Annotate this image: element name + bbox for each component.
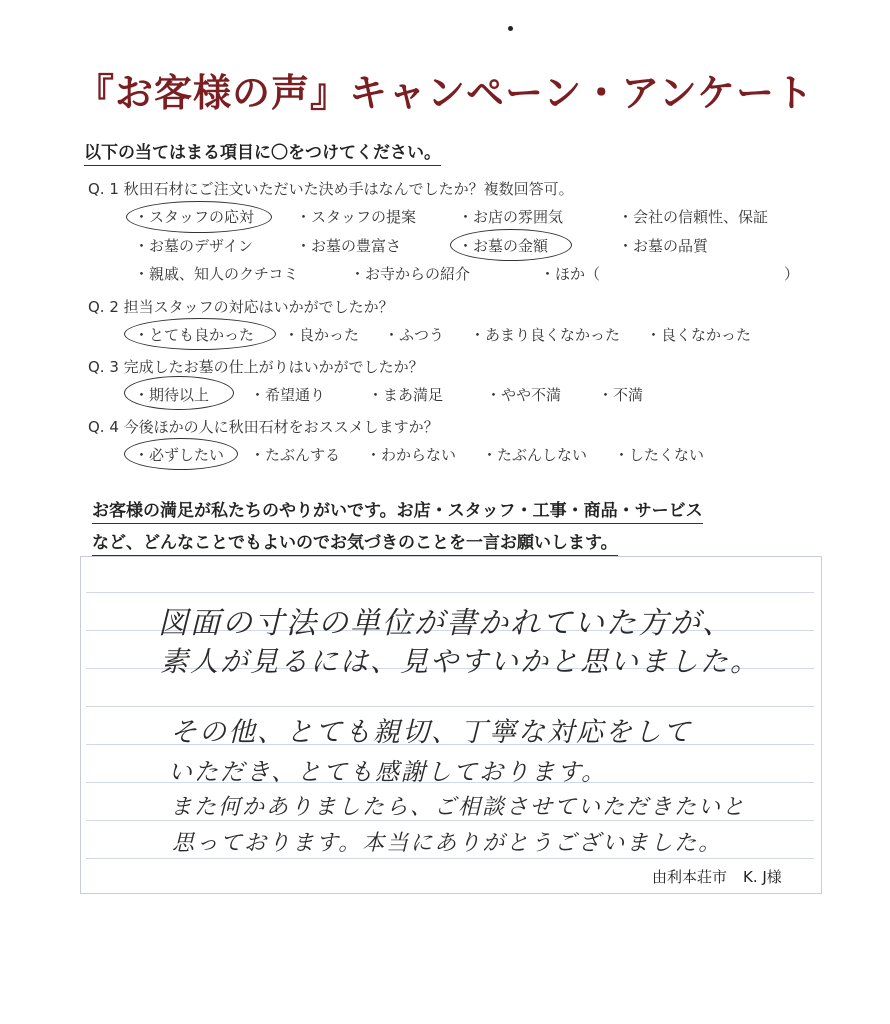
instruction: 以下の当てはまる項目に〇をつけてください。 bbox=[84, 138, 441, 166]
q1-option-grave-variety[interactable]: ・お墓の豊富さ bbox=[296, 237, 402, 255]
q1-option-temple-referral[interactable]: ・お寺からの紹介 bbox=[350, 265, 471, 283]
q2-option-very-good[interactable]: ・とても良かった bbox=[134, 326, 255, 344]
q1-option-grave-price[interactable]: ・お墓の金額 bbox=[458, 237, 549, 255]
ink-speck bbox=[508, 26, 513, 31]
q4-option-dont-know[interactable]: ・わからない bbox=[366, 446, 457, 464]
q1-option-word-of-mouth[interactable]: ・親戚、知人のクチコミ bbox=[134, 265, 299, 283]
page-title: 『お客様の声』キャンペーン・アンケート bbox=[76, 71, 814, 115]
q1-option-store-atmosphere[interactable]: ・お店の雰囲気 bbox=[458, 208, 564, 226]
q2-option-average[interactable]: ・ふつう bbox=[384, 326, 445, 344]
ruled-line bbox=[86, 858, 814, 859]
signature-city: 由利本荘市 bbox=[652, 868, 728, 886]
q4-option-probably[interactable]: ・たぶんする bbox=[250, 446, 341, 464]
q1-option-staff-reception[interactable]: ・スタッフの応対 bbox=[134, 208, 255, 226]
handwritten-line-4: いただき、とても感謝しております。 bbox=[168, 758, 608, 786]
q1-option-grave-design[interactable]: ・お墓のデザイン bbox=[134, 237, 253, 255]
message-line-1: お客様の満足が私たちのやりがいです。お店・スタッフ・工事・商品・サービス bbox=[92, 496, 703, 524]
q1-option-grave-quality[interactable]: ・お墓の品質 bbox=[618, 237, 709, 255]
q3-option-dissatisfied[interactable]: ・不満 bbox=[598, 386, 644, 404]
signature bbox=[652, 866, 782, 887]
question-1-label: Q. 1 秋田石材にご注文いただいた決め手はなんでしたか？複数回答可。 bbox=[88, 180, 574, 198]
q2-option-not-very-good[interactable]: ・あまり良くなかった bbox=[470, 326, 621, 344]
q2-option-not-good[interactable]: ・良くなかった bbox=[646, 326, 752, 344]
question-4-label: Q. 4 今後ほかの人に秋田石材をおススメしますか？ bbox=[88, 418, 439, 436]
q4-option-would-not[interactable]: ・したくない bbox=[614, 446, 705, 464]
question-3-label: Q. 3 完成したお墓の仕上がりはいかがでしたか？ bbox=[88, 358, 424, 376]
handwritten-line-5: また何かありましたら、ご相談させていただきたいと bbox=[170, 795, 747, 820]
handwritten-line-2: 素人が見るには、見やすいかと思いました。 bbox=[160, 645, 761, 678]
q4-option-definitely[interactable]: ・必ずしたい bbox=[134, 446, 225, 464]
handwritten-line-6: 思っております。本当にありがとうございました。 bbox=[172, 831, 723, 856]
q1-option-staff-proposal[interactable]: ・スタッフの提案 bbox=[296, 208, 417, 226]
q1-option-other-close: ） bbox=[784, 265, 800, 283]
q3-option-beyond-expectations[interactable]: ・期待以上 bbox=[134, 386, 210, 404]
signature-name: K. J様 bbox=[743, 868, 782, 886]
q3-option-somewhat-dissatisfied[interactable]: ・やや不満 bbox=[486, 386, 562, 404]
q3-option-as-hoped[interactable]: ・希望通り bbox=[250, 386, 326, 404]
handwritten-line-1: 図面の寸法の単位が書かれていた方が、 bbox=[158, 606, 734, 641]
handwritten-line-3: その他、とても親切、丁寧な対応をして bbox=[170, 717, 692, 748]
q4-option-probably-not[interactable]: ・たぶんしない bbox=[482, 446, 588, 464]
question-2-label: Q. 2 担当スタッフの対応はいかがでしたか？ bbox=[88, 298, 394, 316]
ruled-line bbox=[86, 592, 814, 593]
message-line-2: など、どんなことでもよいのでお気づきのことを一言お願いします。 bbox=[92, 528, 618, 556]
q2-option-good[interactable]: ・良かった bbox=[284, 326, 360, 344]
ruled-line bbox=[86, 706, 814, 707]
q1-option-company-trust[interactable]: ・会社の信頼性、保証 bbox=[618, 208, 769, 226]
q1-option-other[interactable]: ・ほか（ bbox=[540, 265, 601, 283]
q3-option-fairly-satisfied[interactable]: ・まあ満足 bbox=[368, 386, 444, 404]
